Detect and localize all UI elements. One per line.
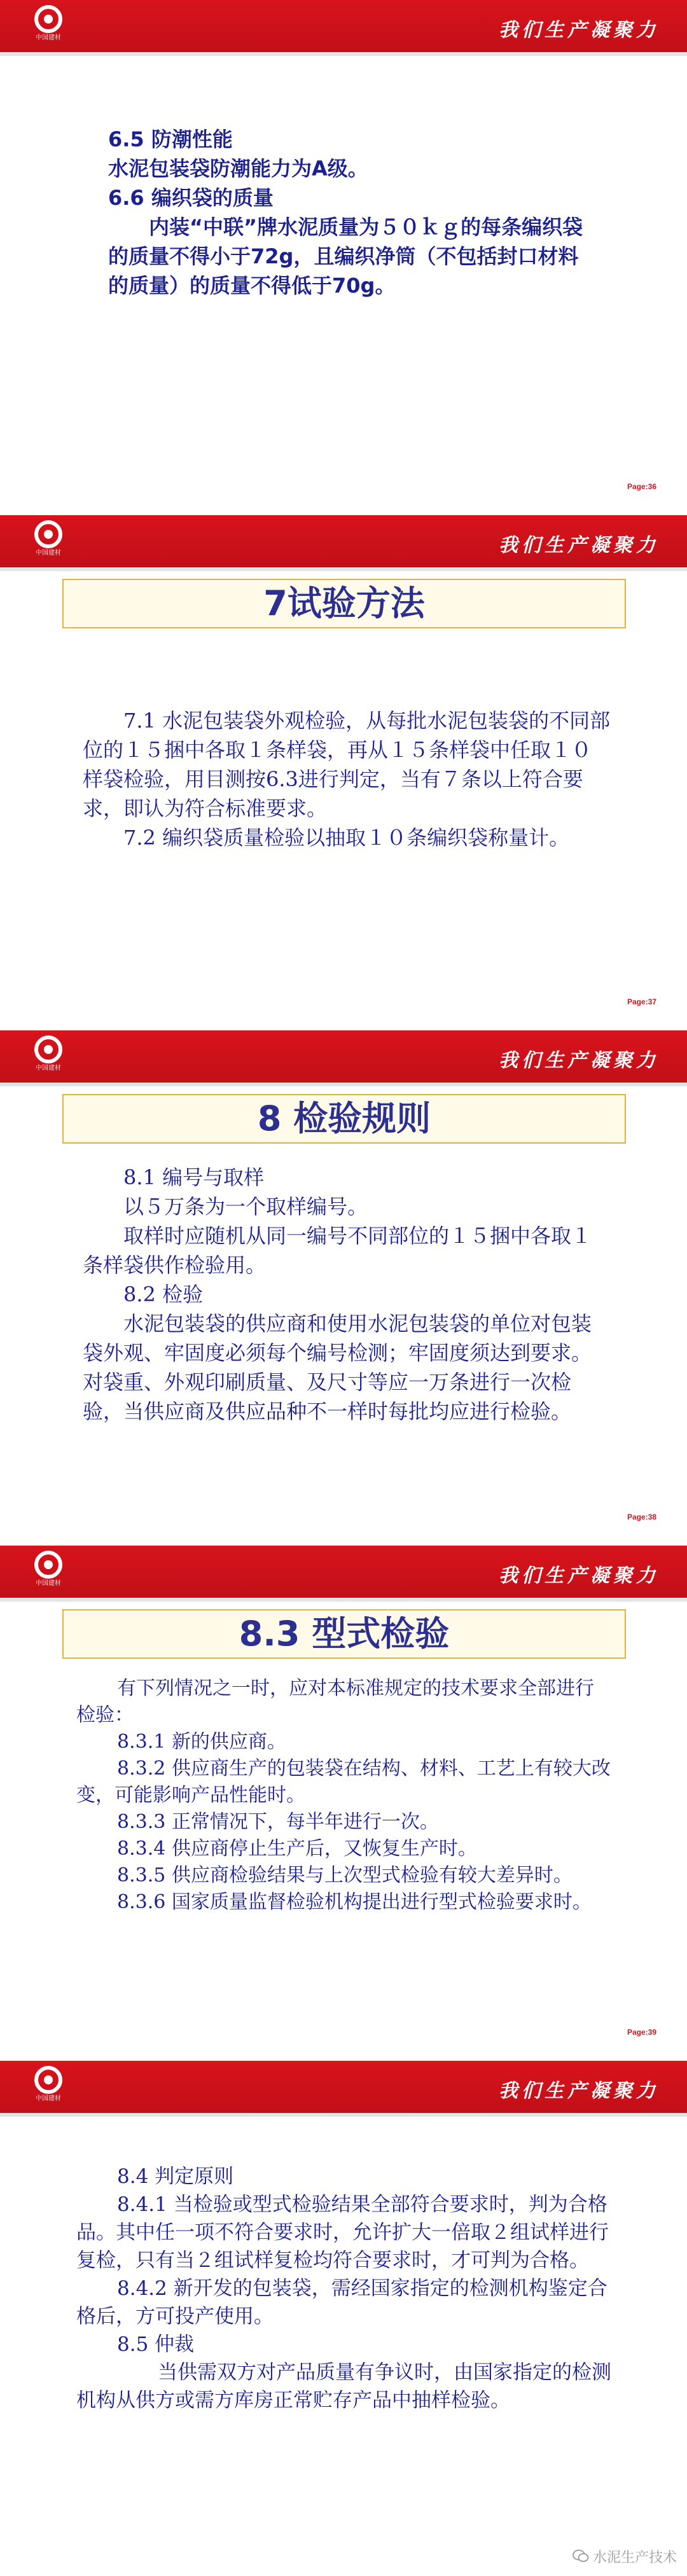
section-heading: 6.6 编织袋的质量 xyxy=(108,186,274,210)
list-item: 8.3.3 正常情况下，每半年进行一次。 xyxy=(117,1811,439,1833)
slide-36 xyxy=(0,0,687,515)
wechat-icon xyxy=(572,2549,589,2567)
logo-text: 中国建材 xyxy=(36,550,61,557)
logo-icon xyxy=(34,1035,62,1063)
page-number: Page:39 xyxy=(627,2028,656,2037)
list-item: 8.3.1 新的供应商。 xyxy=(117,1731,286,1753)
slogan: 我们生产凝聚力 xyxy=(499,2080,659,2102)
watermark xyxy=(572,2547,677,2567)
slogan: 我们生产凝聚力 xyxy=(499,1049,659,1072)
logo-icon xyxy=(34,520,62,548)
header-banner xyxy=(0,1546,687,1598)
content-paragraph: 取样时应随机从同一编号不同部位的１５捆中各取１条样袋供作检验用。 xyxy=(83,1224,592,1277)
content-paragraph: 7.2 编织袋质量检验以抽取１０条编织袋称量计。 xyxy=(123,826,570,850)
section-heading: 8.1 编号与取样 xyxy=(123,1165,265,1189)
logo-icon xyxy=(34,5,62,33)
list-item: 8.3.4 供应商停止生产后，又恢复生产时。 xyxy=(117,1838,477,1860)
section-heading: 6.5 防潮性能 xyxy=(108,127,233,151)
page-number: Page:37 xyxy=(627,997,656,1006)
company-logo xyxy=(23,5,74,47)
slide-40 xyxy=(0,2061,687,2576)
header-stripe xyxy=(0,1598,687,1602)
slide-title: 8.3 型式检验 xyxy=(62,1609,626,1659)
slogan: 我们生产凝聚力 xyxy=(499,19,659,41)
section-heading: 8.5 仲裁 xyxy=(117,2333,195,2356)
slide-content xyxy=(76,1675,611,1916)
logo-text: 中国建材 xyxy=(36,34,61,41)
slide-39 xyxy=(0,1546,687,2061)
logo-icon xyxy=(34,2066,62,2094)
slide-title: 7试验方法 xyxy=(62,579,626,628)
header-stripe xyxy=(0,1083,687,1086)
header-stripe xyxy=(0,52,687,56)
content-paragraph: 8.4.2 新开发的包装袋，需经国家指定的检测机构鉴定合格后，方可投产使用。 xyxy=(76,2277,607,2328)
company-logo xyxy=(23,1035,74,1077)
content-paragraph: 内装“中联”牌水泥质量为５０ｋｇ的每条编织袋的质量不得小于72g，且编织净筒（不包括封口材料的质量）的质量不得低于70g。 xyxy=(108,215,583,298)
section-heading: 8.2 检验 xyxy=(123,1282,204,1306)
content-paragraph: 7.1 水泥包装袋外观检验，从每批水泥包装袋的不同部位的１５捆中各取１条样袋，再从１５条样袋中任取１０样袋检验，用目测按6.3进行判定，当有７条以上符合要求，即认为符合标准要求。 xyxy=(83,709,611,821)
page-number: Page:36 xyxy=(627,482,656,491)
slogan: 我们生产凝聚力 xyxy=(499,1565,659,1587)
slide-content xyxy=(83,706,611,852)
slide-content xyxy=(83,1163,611,1426)
header-banner xyxy=(0,1030,687,1083)
list-item: 8.3.2 供应商生产的包装袋在结构、材料、工艺上有较大改变，可能影响产品性能时。 xyxy=(76,1757,611,1806)
slide-38 xyxy=(0,1030,687,1546)
company-logo xyxy=(23,1551,74,1593)
content-paragraph: 当供需双方对产品质量有争议时，由国家指定的检测机构从供方或需方库房正常贮存产品中抽样检验。 xyxy=(76,2361,611,2412)
content-line: 水泥包装袋防潮能力为A级。 xyxy=(108,156,368,181)
slide-content xyxy=(76,2163,617,2414)
content-paragraph: 水泥包装袋的供应商和使用水泥包装袋的单位对包装袋外观、牢固度必须每个编号检测；牢固度须达到要求。对袋重、外观印刷质量、及尺寸等应一万条进行一次检验，当供应商及供应品种不一样时每批均应进行检验。 xyxy=(83,1312,592,1423)
header-banner xyxy=(0,2061,687,2113)
slogan: 我们生产凝聚力 xyxy=(499,534,659,557)
section-heading: 8.4 判定原则 xyxy=(117,2165,234,2188)
watermark-text: 水泥生产技术 xyxy=(592,2550,677,2566)
content-line: 以５万条为一个取样编号。 xyxy=(123,1195,368,1219)
slide-title: 8 检验规则 xyxy=(62,1094,626,1144)
slide-37 xyxy=(0,515,687,1030)
content-paragraph: 有下列情况之一时，应对本标准规定的技术要求全部进行检验： xyxy=(76,1677,594,1726)
logo-text: 中国建材 xyxy=(36,1065,61,1072)
header-stripe xyxy=(0,567,687,571)
header-banner xyxy=(0,0,687,52)
logo-text: 中国建材 xyxy=(36,1580,61,1587)
logo-icon xyxy=(34,1551,62,1579)
logo-text: 中国建材 xyxy=(36,2095,61,2102)
slide-content xyxy=(108,125,598,300)
header-stripe xyxy=(0,2113,687,2117)
list-item: 8.3.6 国家质量监督检验机构提出进行型式检验要求时。 xyxy=(117,1891,592,1913)
page-number: Page:38 xyxy=(627,1513,656,1521)
company-logo xyxy=(23,520,74,562)
company-logo xyxy=(23,2066,74,2108)
content-paragraph: 8.4.1 当检验或型式检验结果全部符合要求时，判为合格品。其中任一项不符合要求时，允许扩大一倍取２组试样进行复检，只有当２组试样复检均符合要求时，才可判为合格。 xyxy=(76,2193,609,2272)
list-item: 8.3.5 供应商检验结果与上次型式检验有较大差异时。 xyxy=(117,1864,572,1887)
header-banner xyxy=(0,515,687,567)
